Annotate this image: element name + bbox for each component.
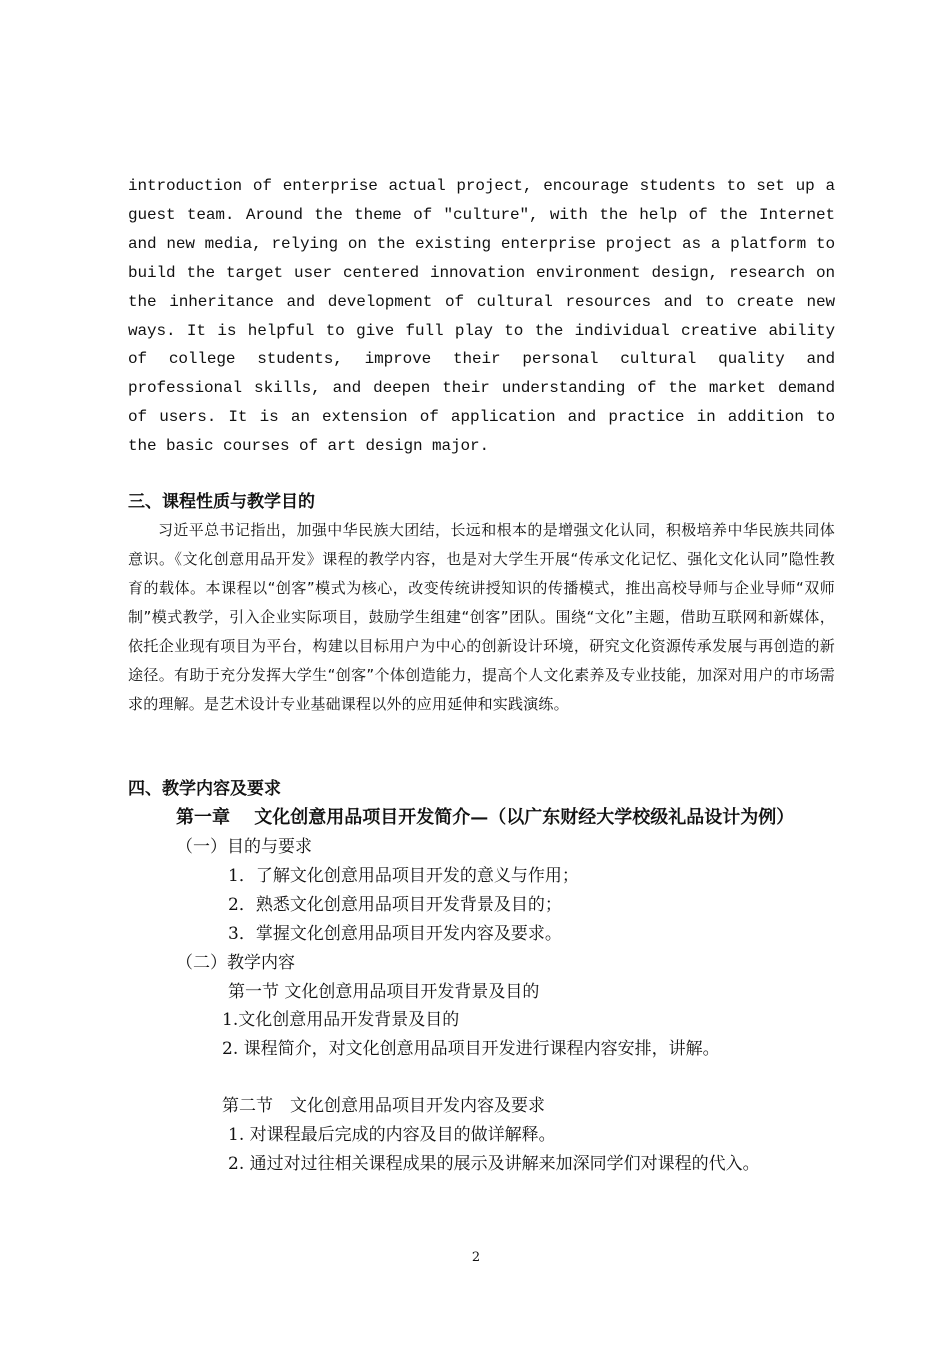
sec2-item-2: 2. 通过对过往相关课程成果的展示及讲解来加深同学们对课程的代入。: [228, 1154, 760, 1174]
sub1-item-2: 2．熟悉文化创意用品项目开发背景及目的；: [228, 895, 562, 915]
sec1-item-2: 2. 课程简介，对文化创意用品项目开发进行课程内容安排，讲解。: [222, 1039, 720, 1059]
chapter-title: 第一章 文化创意用品项目开发简介—（以广东财经大学校级礼品设计为例）: [176, 807, 795, 828]
english-paragraph: introduction of enterprise actual project, encourage students to set up a guest team. Around the theme of "culture", with the help of the Internet and new media, relying on the existing enterprise project as a platform to build the target user centered innovation environment design, research on the inheritance and development of cultural resources and to create new ways. It is helpful to give full play to the individual creative ability of college students, improve their personal cultural quality and professional skills, and deepen their understanding of the market demand of users. It is an extension of application and practice in addition to the basic courses of art design major.: [128, 177, 835, 456]
sub1-item-3: 3．掌握文化创意用品项目开发内容及要求。: [228, 924, 562, 944]
section-4-heading: 四、教学内容及要求: [128, 779, 281, 799]
section-3-body: 习近平总书记指出，加强中华民族大团结，长远和根本的是增强文化认同，积极培养中华民族共同体意识。《文化创意用品开发》课程的教学内容，也是对大学生开展“传承文化记忆、强化文化认同”隐性教育的载体。本课程以“创客”模式为核心，改变传统讲授知识的传播模式，推出高校导师与企业导师“双师制”模式教学，引入企业实际项目，鼓励学生组建“创客”团队。围绕“文化”主题，借助互联网和新媒体，依托企业现有项目为平台，构建以目标用户为中心的创新设计环境，研究文化资源传承发展与再创造的新途径。有助于充分发挥大学生“创客”个体创造能力，提高个人文化素养及专业技能，加深对用户的市场需求的理解。是艺术设计专业基础课程以外的应用延伸和实践演练。: [128, 521, 835, 713]
sub1-item-1: 1．了解文化创意用品项目开发的意义与作用；: [228, 866, 579, 886]
section-3-heading: 三、课程性质与教学目的: [128, 492, 315, 512]
page-number: 2: [471, 1250, 481, 1265]
subsection-1-title: （一）目的与要求: [176, 837, 312, 857]
section-2-title: 第二节 文化创意用品项目开发内容及要求: [222, 1096, 545, 1116]
sec1-item-1: 1.文化创意用品开发背景及目的: [222, 1010, 460, 1030]
sec2-item-1: 1. 对课程最后完成的内容及目的做详解释。: [228, 1125, 556, 1145]
section-1-title: 第一节 文化创意用品项目开发背景及目的: [228, 982, 540, 1002]
subsection-2-title: （二）教学内容: [176, 953, 295, 973]
